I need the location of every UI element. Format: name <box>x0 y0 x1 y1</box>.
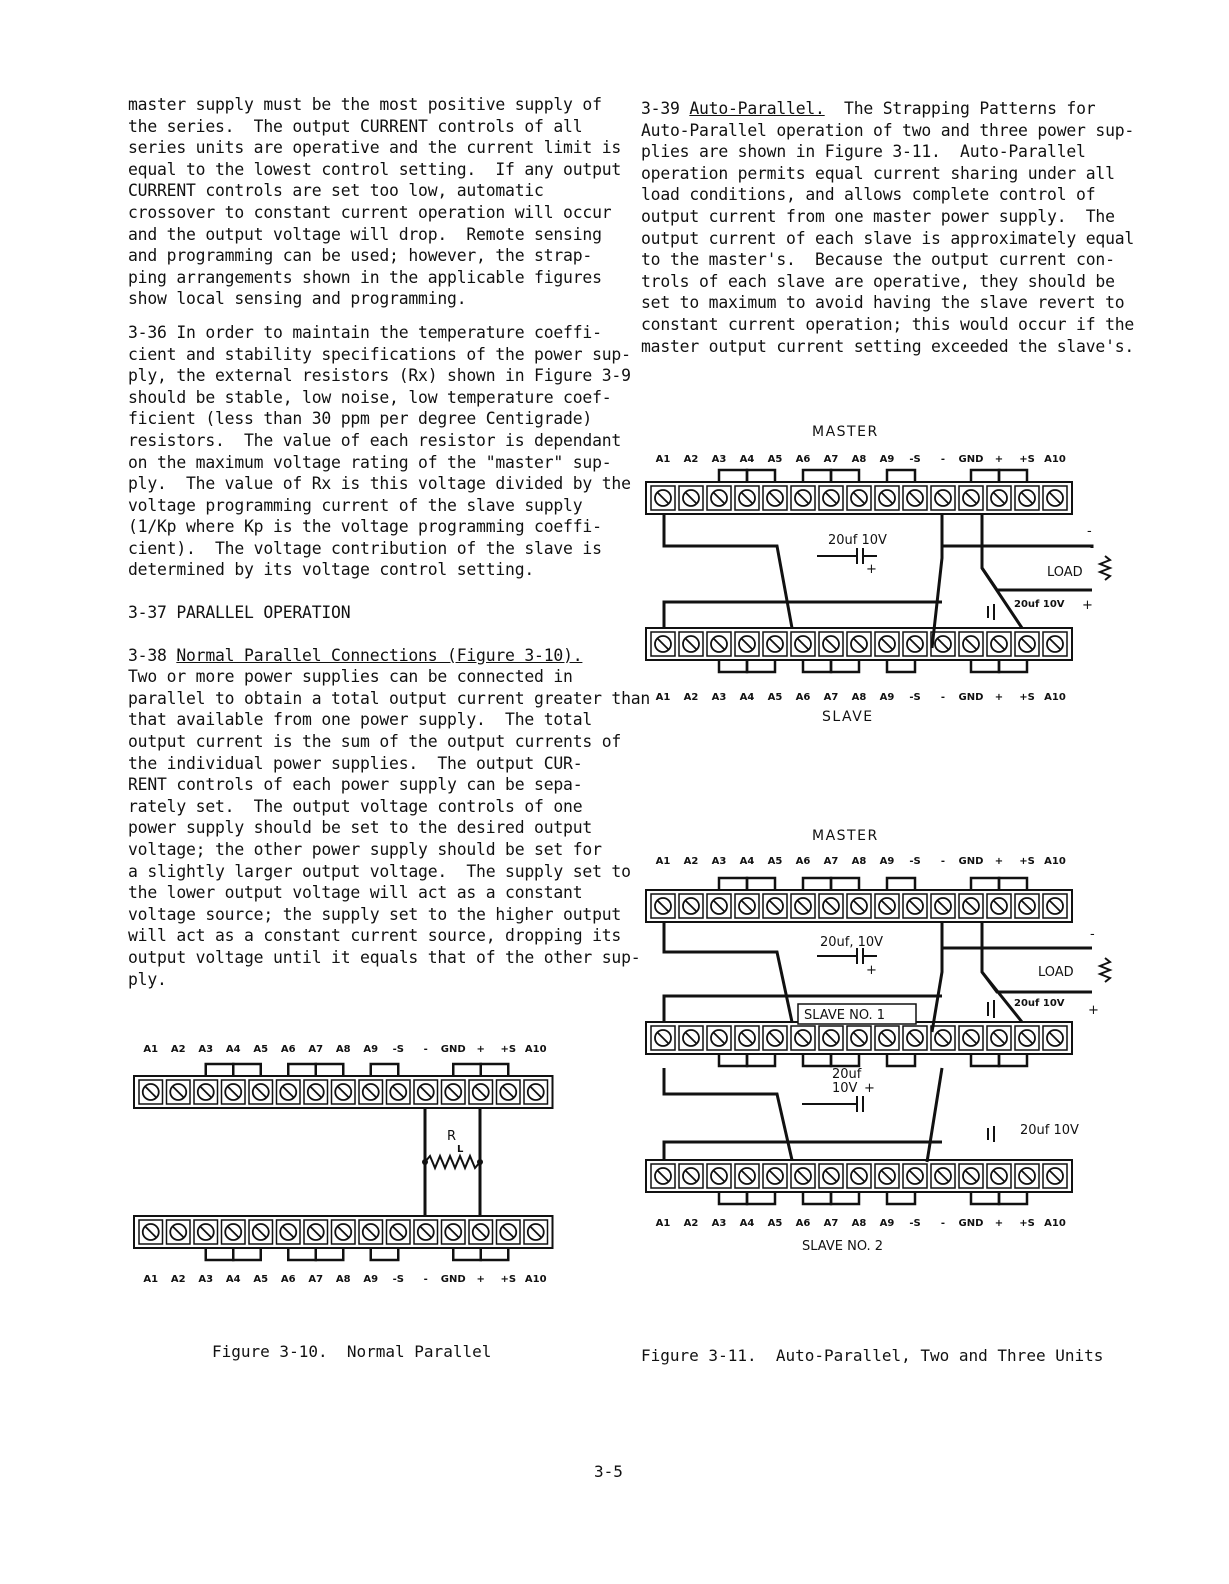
text-line: ply. <box>128 969 167 989</box>
wire-load-minus <box>942 546 1092 548</box>
terminal-label: -S <box>392 1274 404 1285</box>
text-line: power supply should be set to the desired output <box>128 818 593 838</box>
text-line: the series. The output CURRENT controls of all <box>128 116 583 136</box>
jumper-strap <box>719 470 747 482</box>
wire-slave-return <box>664 602 942 628</box>
wire-minus-s <box>932 922 942 1032</box>
paragraph-number: 3-38 <box>128 645 177 665</box>
text-line: show local sensing and programming. <box>128 289 467 309</box>
jumper-strap <box>747 1054 775 1066</box>
text-line: voltage; the other power supply should be set for <box>128 840 602 859</box>
text-line: ping arrangements shown in the applicable figures <box>128 267 602 287</box>
jumper-strap <box>316 1248 344 1260</box>
jumper-strap <box>719 1192 747 1204</box>
jumper-strap <box>999 1192 1027 1204</box>
capacitor-label: 20uf 10V <box>1014 599 1065 610</box>
terminal-label: A3 <box>711 454 727 465</box>
text-line: resistors. The value of each resistor is dependant <box>128 430 622 450</box>
paragraph-continued <box>128 94 622 310</box>
terminal-label: A8 <box>851 692 867 703</box>
terminal-label: -S <box>909 856 921 867</box>
terminal-label: A2 <box>683 454 699 465</box>
terminal-label: -S <box>392 1044 404 1055</box>
terminal-label: - <box>940 856 946 867</box>
jumper-strap <box>371 1248 399 1260</box>
terminal-label: A6 <box>280 1044 296 1055</box>
jumper-strap <box>481 1064 509 1076</box>
terminal-label: A5 <box>767 1218 783 1229</box>
jumper-strap <box>999 660 1027 672</box>
master-label: MASTER <box>812 828 879 844</box>
figure-3-11-two-units-diagram <box>642 418 1122 728</box>
terminal-label: GND <box>958 1218 984 1229</box>
cap-symbol <box>817 548 994 620</box>
load-label: LOAD <box>1038 965 1074 980</box>
slave-2-label: SLAVE NO. 2 <box>802 1239 884 1254</box>
terminal-label: + <box>994 856 1004 867</box>
terminal-label: A9 <box>879 454 895 465</box>
terminal-label: -S <box>909 454 921 465</box>
text-line: CURRENT controls are set too low, automatic <box>128 181 544 201</box>
terminal-label: A5 <box>767 692 783 703</box>
text-line: output current of each slave is approximately equal <box>641 228 1135 248</box>
text-line: operation permits equal current sharing under all <box>641 163 1115 183</box>
terminal-label: A7 <box>823 454 839 465</box>
terminal-label: A1 <box>143 1274 159 1285</box>
text-line: the individual power supplies. The output CUR- <box>128 753 583 773</box>
terminal-label: + <box>994 1218 1004 1229</box>
terminal-label: GND <box>440 1044 466 1055</box>
capacitor-label: 20uf 10V <box>828 533 887 548</box>
terminal-label: A6 <box>280 1274 296 1285</box>
wire-slave2-return <box>664 1142 942 1160</box>
terminal-label: GND <box>440 1274 466 1285</box>
jumper-strap <box>803 470 831 482</box>
text-line: the lower output voltage will act as a constant <box>128 883 583 903</box>
jumper-strap <box>288 1064 316 1076</box>
terminal-label: - <box>940 692 946 703</box>
text-line: should be stable, low noise, low temperature coef- <box>128 387 612 407</box>
jumper-strap <box>887 470 915 482</box>
terminal-labels-top <box>656 454 1066 465</box>
terminal-label: - <box>423 1044 428 1055</box>
terminal-label: A2 <box>170 1274 186 1285</box>
parallel-wiring <box>425 1108 480 1216</box>
paragraph-title: Normal Parallel Connections (Figure 3-10). <box>176 645 583 665</box>
cap-plus-label: + <box>864 1081 875 1096</box>
terminal-label: GND <box>958 856 984 867</box>
text-line: and programming can be used; however, the strap- <box>128 246 593 266</box>
junction-dot <box>477 1159 483 1165</box>
terminal-label: A9 <box>879 856 895 867</box>
terminal-label: + <box>476 1044 485 1055</box>
text-line: to the master's. Because the output current con- <box>641 250 1115 270</box>
terminal-strip-lower <box>134 1216 553 1260</box>
terminal-label: A5 <box>253 1274 269 1285</box>
text-line: and the output voltage will drop. Remote sensing <box>128 224 602 244</box>
wire-master-slave1 <box>664 922 792 1022</box>
right-column <box>641 98 1135 357</box>
terminal-strip-slave <box>646 628 1072 672</box>
text-line: load conditions, and allows complete control of <box>641 185 1096 205</box>
figure-3-11-three-units-diagram <box>642 822 1122 1262</box>
terminal-label: A7 <box>823 1218 839 1229</box>
text-line: Auto-Parallel operation of two and three power sup- <box>641 120 1135 140</box>
text-line: equal to the lowest control setting. If any output <box>128 159 622 179</box>
terminal-labels-bottom <box>656 1218 1066 1229</box>
terminal-label: A10 <box>1044 454 1066 465</box>
terminal-label: A1 <box>655 692 671 703</box>
jumper-strap <box>803 1054 831 1066</box>
terminal-label: A7 <box>823 856 839 867</box>
terminal-label: A8 <box>335 1274 351 1285</box>
terminal-label: A6 <box>795 454 811 465</box>
terminal-label: A9 <box>879 1218 895 1229</box>
terminal-label: A10 <box>524 1044 547 1055</box>
text-line: series units are operative and the current limit is <box>128 138 622 158</box>
load-resistor-zigzag <box>425 1156 480 1168</box>
wire-a1-slave-a6 <box>664 514 792 628</box>
terminal-label: A7 <box>823 692 839 703</box>
terminal-label: A6 <box>795 1218 811 1229</box>
text-fragment: The Strapping Patterns for <box>824 99 1096 118</box>
jumper-strap <box>206 1064 234 1076</box>
terminal-label: A4 <box>225 1044 241 1055</box>
wire-slave1-slave2 <box>664 1068 792 1160</box>
cap-plus-label: + <box>1088 1003 1099 1018</box>
section-heading: 3-37 PARALLEL OPERATION <box>128 603 351 623</box>
jumper-strap <box>747 470 775 482</box>
terminal-labels-top <box>143 1044 546 1055</box>
capacitor-label: 20uf 10V <box>1014 998 1065 1009</box>
terminal-label: A2 <box>170 1044 186 1055</box>
terminal-label: -S <box>909 692 921 703</box>
jumper-strap <box>453 1064 481 1076</box>
cap-plus-label: + <box>1082 598 1093 613</box>
text-line: voltage source; the supply set to the higher output <box>128 904 622 924</box>
terminal-label: A8 <box>851 1218 867 1229</box>
jumper-strap <box>747 878 775 890</box>
text-line: ply, the external resistors (Rx) shown in Figure 3-9 <box>128 366 631 386</box>
minus-label: - <box>1087 524 1092 539</box>
load-zigzag <box>1100 958 1110 982</box>
terminal-label: A4 <box>739 856 755 867</box>
jumper-strap <box>233 1064 261 1076</box>
wire-slave2-minus <box>927 1068 942 1162</box>
terminal-label: A10 <box>524 1274 547 1285</box>
capacitor-label: 20uf 10V <box>1020 1123 1079 1138</box>
slave-label: SLAVE <box>822 709 874 725</box>
terminal-label: - <box>940 454 946 465</box>
terminal-label: + <box>476 1274 485 1285</box>
terminal-label: A4 <box>739 692 755 703</box>
jumper-strap <box>999 1054 1027 1066</box>
load-zigzag <box>1100 556 1110 580</box>
left-column <box>128 94 651 990</box>
terminal-label: GND <box>958 692 984 703</box>
terminal-label: A4 <box>739 454 755 465</box>
terminal-label: A3 <box>198 1044 214 1055</box>
terminal-labels-bottom <box>656 692 1066 703</box>
jumper-strap <box>999 470 1027 482</box>
jumper-strap <box>971 1054 999 1066</box>
terminal-label: +S <box>1019 692 1035 703</box>
jumper-strap <box>371 1064 399 1076</box>
terminal-label: A7 <box>308 1044 324 1055</box>
text-line: cient and stability specifications of the power sup- <box>128 344 631 364</box>
jumper-strap <box>453 1248 481 1260</box>
terminal-label: A8 <box>851 856 867 867</box>
text-line: master supply must be the most positive supply of <box>128 95 602 114</box>
text-line: 3-36 In order to maintain the temperature coeffi- <box>128 322 602 342</box>
terminal-label: GND <box>958 454 984 465</box>
terminal-label: A4 <box>225 1274 241 1285</box>
jumper-strap <box>831 1192 859 1204</box>
figure-3-10-diagram <box>130 1036 570 1296</box>
terminal-label: + <box>994 692 1004 703</box>
jumper-strap <box>803 660 831 672</box>
paragraph-title: Auto-Parallel. <box>689 99 825 118</box>
text-line: will act as a constant current source, dropping its <box>128 926 622 946</box>
text-line: output current from one master power supply. The <box>641 206 1115 226</box>
text-line: crossover to constant current operation will occur <box>128 202 612 222</box>
text-line: output voltage until it equals that of the other sup- <box>128 947 641 967</box>
jumper-strap <box>288 1248 316 1260</box>
terminal-label: A10 <box>1044 856 1066 867</box>
terminal-labels-bottom <box>143 1274 546 1285</box>
jumper-strap <box>887 1054 915 1066</box>
jumper-strap <box>206 1248 234 1260</box>
cap-plus-label: + <box>866 562 877 577</box>
text-line: cient). The voltage contribution of the slave is <box>128 538 602 558</box>
terminal-label: +S <box>500 1274 517 1285</box>
paragraph-3-39 <box>641 98 1135 357</box>
terminal-label: + <box>994 454 1004 465</box>
terminal-label: A3 <box>711 692 727 703</box>
terminal-label: A3 <box>711 1218 727 1229</box>
master-label: MASTER <box>812 424 879 440</box>
terminal-label: -S <box>909 1218 921 1229</box>
text-line: (1/Kp where Kp is the voltage programming coeffi- <box>128 517 602 537</box>
load-resistor-subscript: L <box>457 1144 464 1155</box>
jumper-strap <box>233 1248 261 1260</box>
terminal-label: A4 <box>739 1218 755 1229</box>
terminal-label: A2 <box>683 856 699 867</box>
text-line: that available from one power supply. The total <box>128 710 593 730</box>
text-line: on the maximum voltage rating of the "master" sup- <box>128 452 612 472</box>
text-line: output current is the sum of the output currents of <box>128 732 622 752</box>
terminal-strip-master <box>646 470 1072 514</box>
terminal-strip-master <box>646 878 1072 922</box>
terminal-label: A1 <box>655 1218 671 1229</box>
terminal-label: +S <box>500 1044 517 1055</box>
figure-3-10-caption: Figure 3-10. Normal Parallel <box>212 1342 492 1361</box>
terminal-label: A1 <box>655 454 671 465</box>
terminal-label: A9 <box>363 1044 379 1055</box>
terminal-label: +S <box>1019 1218 1035 1229</box>
capacitor-label: 20uf, 10V <box>820 935 884 950</box>
jumper-strap <box>971 878 999 890</box>
jumper-strap <box>971 470 999 482</box>
jumper-strap <box>887 878 915 890</box>
text-line: Two or more power supplies can be connected in <box>128 667 573 687</box>
terminal-strip-upper <box>134 1064 553 1108</box>
jumper-strap <box>831 470 859 482</box>
jumper-strap <box>887 660 915 672</box>
text-line: trols of each slave are operative, they should be <box>641 271 1115 291</box>
terminal-label: A5 <box>767 856 783 867</box>
jumper-strap <box>831 878 859 890</box>
jumper-strap <box>747 660 775 672</box>
terminal-label: A1 <box>655 856 671 867</box>
terminal-label: A3 <box>198 1274 214 1285</box>
terminal-label: A10 <box>1044 1218 1066 1229</box>
terminal-label: A6 <box>795 856 811 867</box>
text-line: constant current operation; this would occur if the <box>641 314 1135 334</box>
terminal-label: A2 <box>683 692 699 703</box>
load-label: LOAD <box>1047 565 1083 580</box>
terminal-label: A10 <box>1044 692 1066 703</box>
cap-plus-label: + <box>866 963 877 978</box>
jumper-strap <box>971 1192 999 1204</box>
text-line: parallel to obtain a total output current greater than <box>128 688 651 708</box>
jumper-strap <box>999 878 1027 890</box>
terminal-label: A1 <box>143 1044 159 1055</box>
text-line: set to maximum to avoid having the slave revert to <box>641 293 1125 313</box>
jumper-strap <box>803 1192 831 1204</box>
paragraph-3-38 <box>128 645 651 991</box>
jumper-strap <box>887 1192 915 1204</box>
terminal-label: +S <box>1019 856 1035 867</box>
jumper-strap <box>719 1054 747 1066</box>
wire-load-plus <box>982 972 1092 992</box>
terminal-labels-top <box>656 856 1066 867</box>
text-line: determined by its voltage control setting. <box>128 560 535 580</box>
figure-3-11-caption: Figure 3-11. Auto-Parallel, Two and Three Units <box>641 1346 1104 1365</box>
load-resistor-label: R <box>447 1129 457 1144</box>
jumper-strap <box>971 660 999 672</box>
slave-1-label: SLAVE NO. 1 <box>804 1008 886 1023</box>
capacitor-label: 10V <box>832 1081 858 1096</box>
text-line: RENT controls of each power supply can be sepa- <box>128 775 583 795</box>
junction-dot <box>422 1159 428 1165</box>
jumper-strap <box>831 660 859 672</box>
terminal-label: A7 <box>308 1274 324 1285</box>
text-line: plies are shown in Figure 3-11. Auto-Parallel <box>641 142 1086 162</box>
minus-label: - <box>1090 927 1095 942</box>
page-number: 3-5 <box>594 1462 623 1481</box>
terminal-label: A5 <box>253 1044 269 1055</box>
terminal-label: A2 <box>683 1218 699 1229</box>
terminal-label: A9 <box>363 1274 379 1285</box>
jumper-strap <box>831 1054 859 1066</box>
text-line: a slightly larger output voltage. The supply set to <box>128 861 631 881</box>
terminal-label: A8 <box>851 454 867 465</box>
terminal-label: +S <box>1019 454 1035 465</box>
paragraph-3-36 <box>128 322 631 581</box>
jumper-strap <box>316 1064 344 1076</box>
text-line: voltage programming current of the slave supply <box>128 495 583 515</box>
text-line: rately set. The output voltage controls of one <box>128 796 583 816</box>
terminal-label: - <box>423 1274 428 1285</box>
terminal-label: A3 <box>711 856 727 867</box>
paragraph-number: 3-39 <box>641 99 690 118</box>
capacitor-label: 20uf <box>832 1067 862 1082</box>
jumper-strap <box>803 878 831 890</box>
jumper-strap <box>481 1248 509 1260</box>
jumper-strap <box>719 660 747 672</box>
text-line: ficient (less than 30 ppm per degree Centigrade) <box>128 409 593 429</box>
jumper-strap <box>719 878 747 890</box>
jumper-strap <box>747 1192 775 1204</box>
terminal-label: - <box>940 1218 946 1229</box>
terminal-label: A9 <box>879 692 895 703</box>
terminal-strip-slave-2 <box>646 1160 1072 1204</box>
terminal-label: A8 <box>335 1044 351 1055</box>
terminal-label: A5 <box>767 454 783 465</box>
terminal-strip-slave-1 <box>646 1022 1072 1066</box>
text-line: master output current setting exceeded the slave's. <box>641 336 1135 356</box>
terminal-label: A6 <box>795 692 811 703</box>
text-line: ply. The value of Rx is this voltage divided by the <box>128 474 631 494</box>
